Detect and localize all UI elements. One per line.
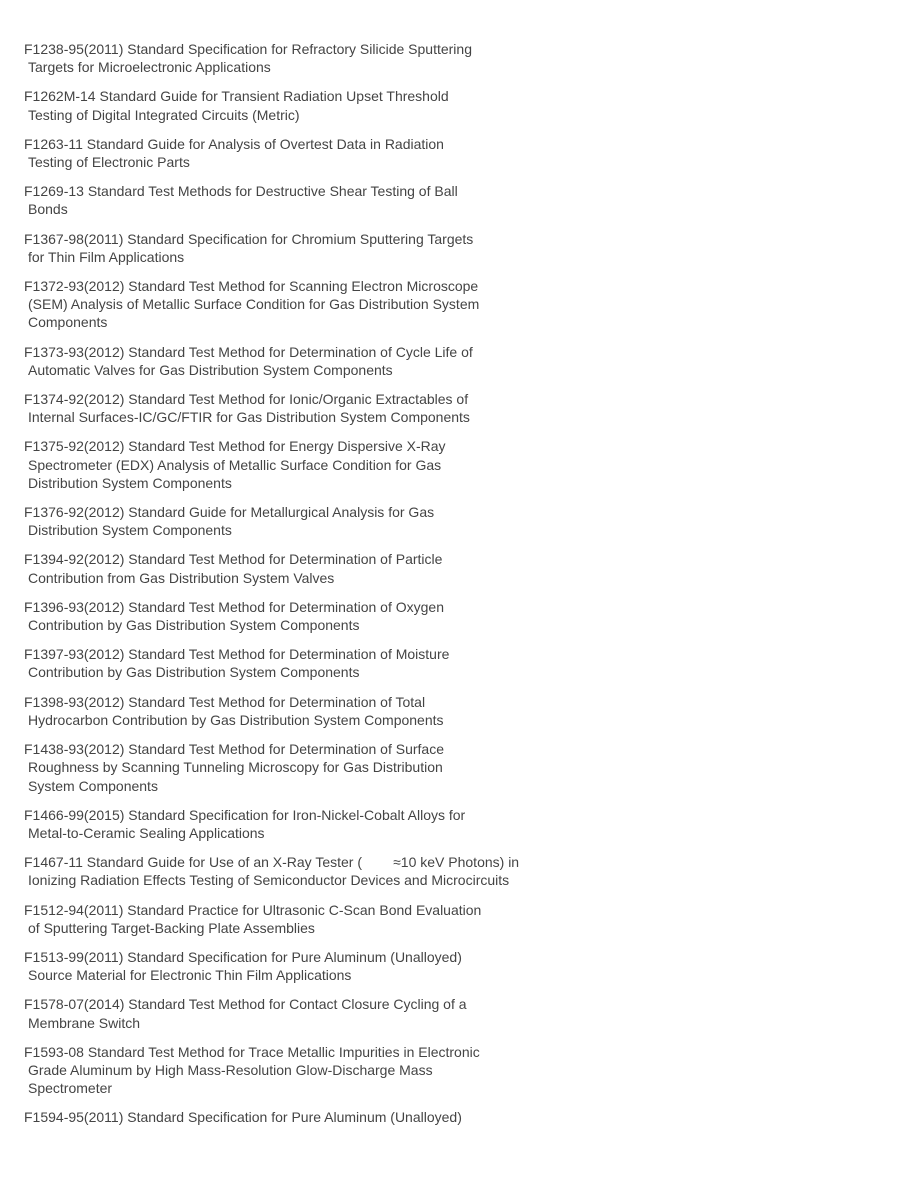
standard-entry-title-line: F1367-98(2011) Standard Specification for Chromium Sputtering Targets: [24, 230, 474, 247]
standard-entry-continuation-line: Targets for Microelectronic Applications: [28, 59, 271, 76]
standard-entry-title-line: F1467-11 Standard Guide for Use of an X-Ray Tester ( ≈10 keV Photons) in: [24, 854, 520, 871]
standard-entry-title-line: F1397-93(2012) Standard Test Method for Determination of Moisture: [24, 646, 450, 663]
standard-entry-title-line: F1263-11 Standard Guide for Analysis of Overtest Data in Radiation: [24, 135, 444, 152]
standard-entry-continuation-line: Internal Surfaces-IC/GC/FTIR for Gas Distribution System Components: [28, 409, 470, 426]
standard-entry: [24, 390, 584, 426]
standard-entry-continuation-line: Distribution System Components: [28, 522, 232, 539]
standard-entry: [24, 995, 584, 1031]
standard-entry: [24, 645, 584, 681]
standard-entry: [24, 693, 584, 729]
standard-entry-continuation-line: Hydrocarbon Contribution by Gas Distribution System Components: [28, 711, 444, 728]
standard-entry: [24, 1108, 584, 1126]
standard-entry: [24, 40, 584, 76]
standard-entry: [24, 87, 584, 123]
standard-entry-continuation-line: Roughness by Scanning Tunneling Microscopy for Gas Distribution: [28, 759, 443, 776]
standard-entry-continuation-line: Spectrometer: [28, 1080, 113, 1097]
standard-entry-title-line: F1373-93(2012) Standard Test Method for Determination of Cycle Life of: [24, 343, 473, 360]
standard-entry: [24, 948, 584, 984]
standard-entry-continuation-line: (SEM) Analysis of Metallic Surface Condition for Gas Distribution System: [28, 296, 480, 313]
standard-entry-title-line: F1593-08 Standard Test Method for Trace Metallic Impurities in Electronic: [24, 1043, 480, 1060]
standard-entry-continuation-line: Ionizing Radiation Effects Testing of Semiconductor Devices and Microcircuits: [28, 872, 510, 889]
standard-entry-continuation-line: Testing of Digital Integrated Circuits (Metric): [28, 106, 300, 123]
standard-entry-continuation-line: Testing of Electronic Parts: [28, 154, 190, 171]
standard-entry-continuation-line: Distribution System Components: [28, 474, 232, 491]
standard-entry-continuation-line: Metal-to-Ceramic Sealing Applications: [28, 824, 265, 841]
standard-entry-continuation-line: Grade Aluminum by High Mass-Resolution Glow-Discharge Mass: [28, 1061, 433, 1078]
standard-entry-continuation-line: Bonds: [28, 201, 68, 218]
standard-entry-title-line: F1376-92(2012) Standard Guide for Metallurgical Analysis for Gas: [24, 504, 435, 521]
standard-entry: [24, 598, 584, 634]
standard-entry-continuation-line: Spectrometer (EDX) Analysis of Metallic Surface Condition for Gas: [28, 456, 442, 473]
standard-entry: [24, 182, 584, 218]
standard-entry: [24, 806, 584, 842]
standard-entry-title-line: F1466-99(2015) Standard Specification for Iron-Nickel-Cobalt Alloys for: [24, 806, 466, 823]
standard-entry: [24, 437, 584, 492]
standard-entry-title-line: F1269-13 Standard Test Methods for Destructive Shear Testing of Ball: [24, 183, 458, 200]
standard-entry-continuation-line: for Thin Film Applications: [28, 248, 185, 265]
standard-entry-title-line: F1512-94(2011) Standard Practice for Ultrasonic C-Scan Bond Evaluation: [24, 901, 482, 918]
standard-entry-title-line: F1238-95(2011) Standard Specification for Refractory Silicide Sputtering: [24, 41, 472, 57]
standard-entry-title-line: F1262M-14 Standard Guide for Transient Radiation Upset Threshold: [24, 88, 449, 105]
standard-entry: [24, 550, 584, 586]
standard-entry: [24, 343, 584, 379]
standard-entry-title-line: F1398-93(2012) Standard Test Method for Determination of Total: [24, 693, 426, 710]
standard-entry: [24, 853, 584, 889]
standard-entry: [24, 740, 584, 795]
standard-entry-title-line: F1513-99(2011) Standard Specification for Pure Aluminum (Unalloyed): [24, 948, 462, 965]
standard-entry: [24, 230, 584, 266]
standard-entry-continuation-line: Automatic Valves for Gas Distribution System Components: [28, 361, 393, 378]
standard-entry: [24, 135, 584, 171]
standard-entry-title-line: F1372-93(2012) Standard Test Method for Scanning Electron Microscope: [24, 278, 479, 295]
standards-list: [24, 40, 584, 1138]
standard-entry-title-line: F1375-92(2012) Standard Test Method for Energy Dispersive X-Ray: [24, 438, 446, 455]
standard-entry-continuation-line: Contribution by Gas Distribution System Components: [28, 664, 360, 681]
standard-entry: [24, 277, 584, 332]
standard-entry-title-line: F1578-07(2014) Standard Test Method for Contact Closure Cycling of a: [24, 996, 467, 1013]
standard-entry: [24, 901, 584, 937]
standard-entry: [24, 1043, 584, 1098]
standard-entry-title-line: F1396-93(2012) Standard Test Method for Determination of Oxygen: [24, 598, 444, 615]
standard-entry-continuation-line: System Components: [28, 777, 158, 794]
standard-entry-continuation-line: Contribution by Gas Distribution System Components: [28, 617, 360, 634]
standard-entry-title-line: F1374-92(2012) Standard Test Method for Ionic/Organic Extractables of: [24, 391, 469, 408]
standard-entry-continuation-line: Membrane Switch: [28, 1014, 141, 1031]
standard-entry-title-line: F1394-92(2012) Standard Test Method for Determination of Particle: [24, 551, 443, 568]
standard-entry-continuation-line: Contribution from Gas Distribution System Valves: [28, 569, 335, 586]
standard-entry-continuation-line: Source Material for Electronic Thin Film Applications: [28, 967, 352, 984]
standard-entry-continuation-line: Components: [28, 314, 108, 331]
standard-entry-title-line: F1438-93(2012) Standard Test Method for Determination of Surface: [24, 741, 444, 758]
standard-entry: [24, 503, 584, 539]
standard-entry-continuation-line: of Sputtering Target-Backing Plate Assemblies: [28, 919, 315, 936]
standard-entry-title-line: F1594-95(2011) Standard Specification for Pure Aluminum (Unalloyed): [24, 1109, 462, 1126]
